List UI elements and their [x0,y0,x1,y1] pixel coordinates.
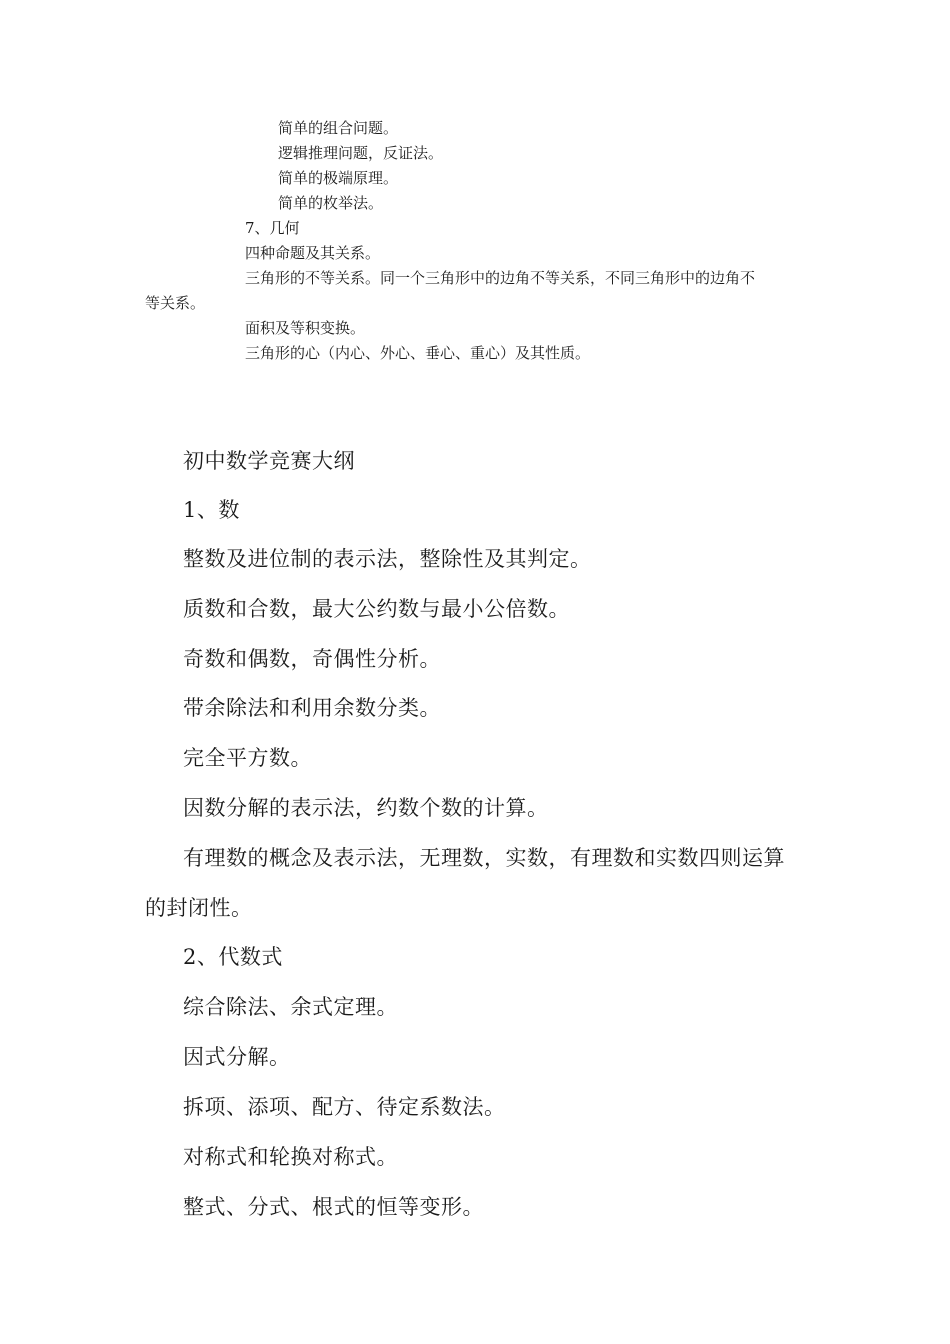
text-line: 简单的组合问题。 [278,119,399,137]
paragraph: 整数及进位制的表示法，整除性及其判定。 [183,547,592,571]
paragraph: 完全平方数。 [183,746,312,770]
section-heading: 7、几何 [245,219,300,237]
text-line: 等关系。 [145,294,206,312]
text-line: 三角形的不等关系。同一个三角形中的边角不等关系，不同三角形中的边角不 [245,269,756,287]
section-heading: 2、代数式 [183,945,283,969]
text-line: 逻辑推理问题，反证法。 [278,144,444,162]
paragraph: 的封闭性。 [145,896,253,920]
paragraph: 有理数的概念及表示法，无理数，实数，有理数和实数四则运算 [183,846,785,870]
paragraph: 整式、分式、根式的恒等变形。 [183,1195,484,1219]
paragraph: 对称式和轮换对称式。 [183,1145,398,1169]
paragraph: 奇数和偶数，奇偶性分析。 [183,647,441,671]
text-line: 简单的枚举法。 [278,194,384,212]
text-line: 简单的极端原理。 [278,169,399,187]
paragraph: 因数分解的表示法，约数个数的计算。 [183,796,549,820]
text-line: 四种命题及其关系。 [245,244,381,262]
page-title: 初中数学竞赛大纲 [183,449,355,473]
paragraph: 质数和合数，最大公约数与最小公倍数。 [183,597,570,621]
text-line: 面积及等积变换。 [245,319,366,337]
paragraph: 带余除法和利用余数分类。 [183,696,441,720]
paragraph: 拆项、添项、配方、待定系数法。 [183,1095,506,1119]
section-heading: 1、数 [183,498,240,522]
paragraph: 因式分解。 [183,1045,291,1069]
paragraph: 综合除法、余式定理。 [183,995,398,1019]
text-line: 三角形的心（内心、外心、垂心、重心）及其性质。 [245,344,591,362]
